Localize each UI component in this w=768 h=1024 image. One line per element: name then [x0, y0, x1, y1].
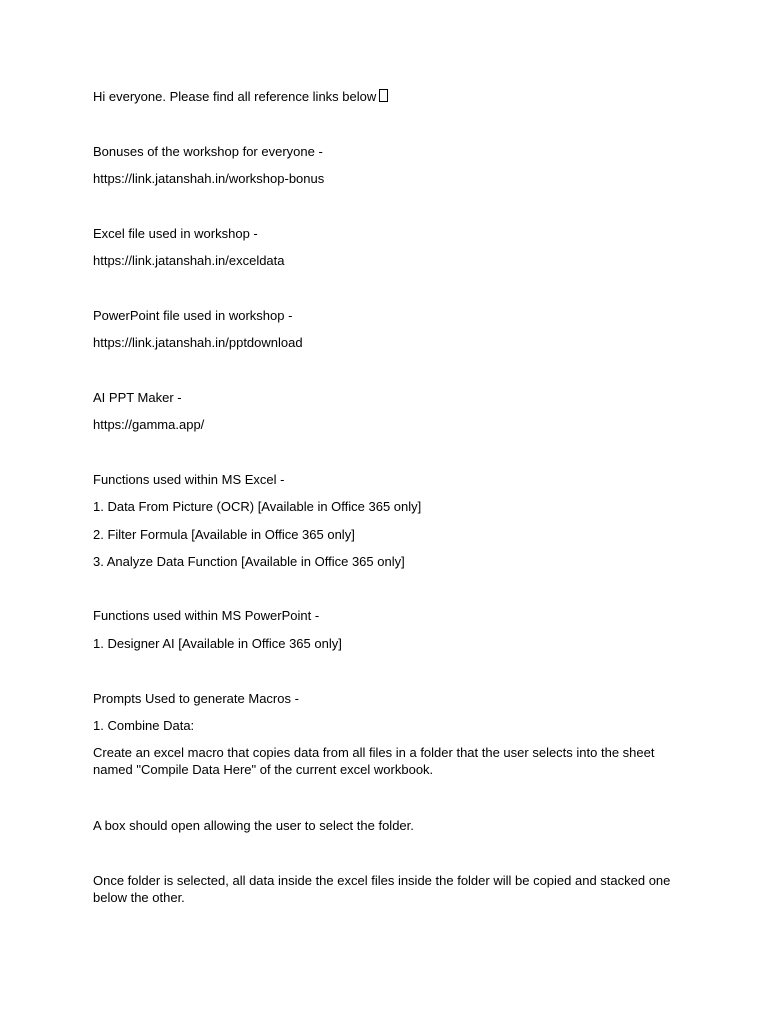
prompts-heading: Prompts Used to generate Macros -	[93, 691, 299, 706]
prompt-box-paragraph: A box should open allowing the user to select the folder.	[93, 818, 414, 833]
ppt-functions-heading: Functions used within MS PowerPoint -	[93, 608, 320, 623]
greeting-line	[93, 88, 683, 105]
prompt-title: 1. Combine Data:	[93, 718, 195, 733]
greeting-text: Hi everyone. Please find all reference links below	[93, 89, 377, 104]
ppt-function-item: 1. Designer AI [Available in Office 365 only]	[93, 636, 342, 651]
excel-function-item: 3. Analyze Data Function [Available in Office 365 only]	[93, 554, 405, 569]
ai-ppt-heading: AI PPT Maker -	[93, 390, 182, 405]
excel-function-item: 1. Data From Picture (OCR) [Available in Office 365 only]	[93, 499, 422, 514]
ai-ppt-link[interactable]: https://gamma.app/	[93, 417, 205, 432]
excel-file-link[interactable]: https://link.jatanshah.in/exceldata	[93, 253, 285, 268]
bonus-link[interactable]: https://link.jatanshah.in/workshop-bonus	[93, 171, 325, 186]
missing-glyph-icon	[379, 89, 388, 102]
ppt-file-heading: PowerPoint file used in workshop -	[93, 308, 293, 323]
bonus-heading: Bonuses of the workshop for everyone -	[93, 144, 323, 159]
ppt-file-link[interactable]: https://link.jatanshah.in/pptdownload	[93, 335, 303, 350]
prompt-body: Create an excel macro that copies data from all files in a folder that the user selects into the sheet named "Compile Data Here" of the current excel workbook.	[93, 745, 655, 777]
prompt-stack-paragraph: Once folder is selected, all data inside the excel files inside the folder will be copied and stacked one below the other.	[93, 873, 671, 905]
excel-file-heading: Excel file used in workshop -	[93, 226, 258, 241]
excel-functions-heading: Functions used within MS Excel -	[93, 472, 285, 487]
excel-function-item: 2. Filter Formula [Available in Office 365 only]	[93, 527, 355, 542]
